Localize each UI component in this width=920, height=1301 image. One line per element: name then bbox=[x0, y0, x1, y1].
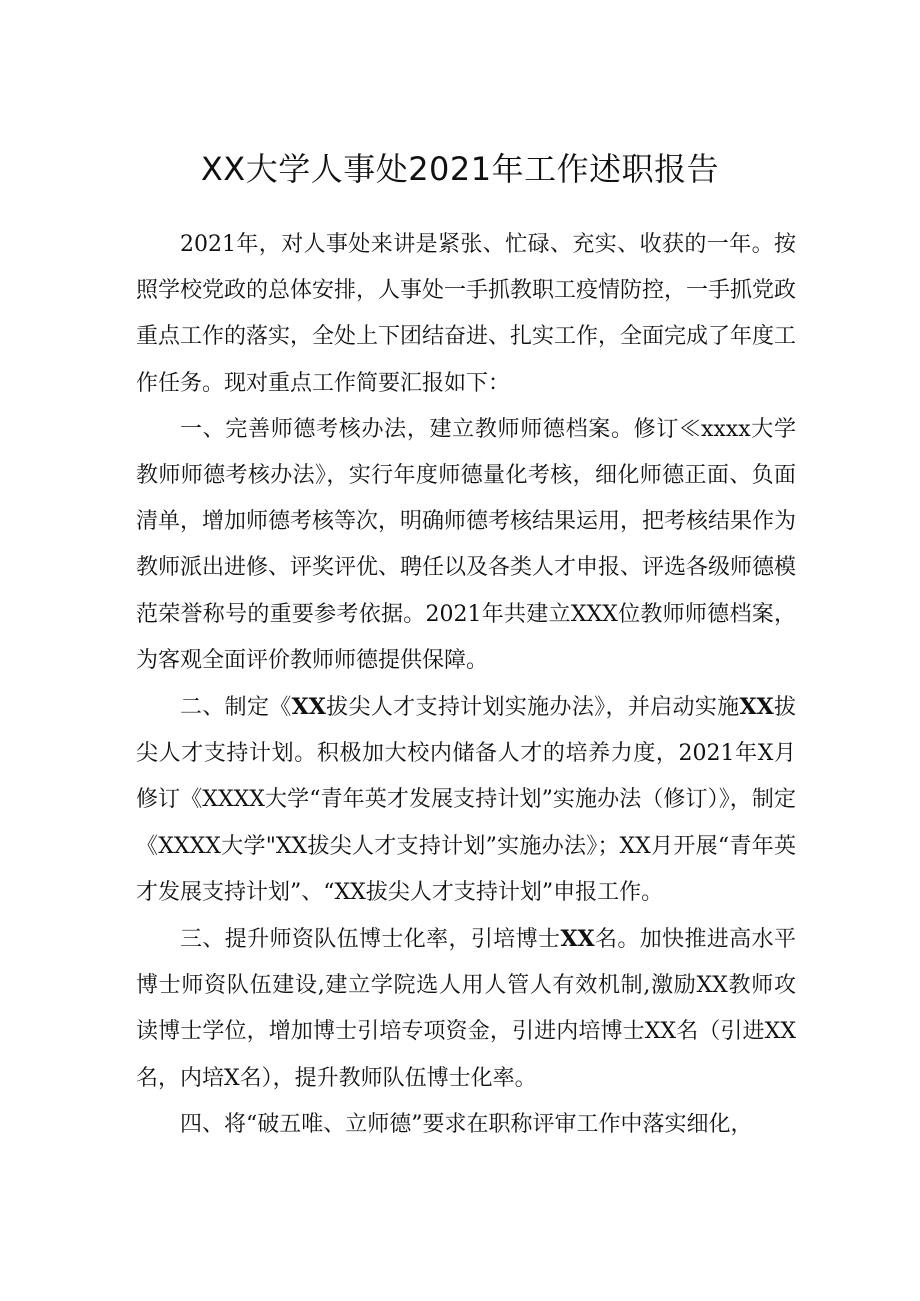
paragraph-section-4 bbox=[136, 1102, 796, 1148]
document-body bbox=[136, 222, 796, 1148]
paragraph-bold-text: XX bbox=[291, 694, 326, 721]
paragraph-section-1 bbox=[136, 407, 796, 684]
paragraph-text: 三、提升师资队伍博士化率，引培博士 bbox=[180, 927, 561, 953]
paragraph-text: 名。加快推进高水平博士师资队伍建设,建立学院选人用人管人有效机制,激励XX教师攻读博士学位，增加博士引培专项资金，引进内培博士XX名（引进XX名，内培X名），提升教师队伍博士化率。 bbox=[136, 927, 796, 1091]
paragraph-section-2 bbox=[136, 684, 796, 916]
paragraph-intro bbox=[136, 222, 796, 407]
paragraph-text: 一、完善师德考核办法，建立教师师德档案。修订≪xxxx大学教师师德考核办法》，实行年度师德量化考核，细化师德正面、负面清单，增加师德考核等次，明确师德考核结果运用，把考核结果作为教师派出进修、评奖评优、聘任以及各类人才申报、评选各级师德模范荣誉称号的重要参考依据。2021年共建立XXX位教师师德档案，为客观全面评价教师师德提供保障。 bbox=[136, 416, 797, 673]
paragraph-bold-text: XX bbox=[739, 694, 774, 721]
document-title: XX大学人事处2021年工作述职报告 bbox=[200, 150, 720, 188]
paragraph-text: 二、制定《 bbox=[180, 695, 292, 721]
paragraph-text: 2021年，对人事处来讲是紧张、忙碌、充实、收获的一年。按照学校党政的总体安排，人事处一手抓教职工疫情防控，一手抓党政重点工作的落实，全处上下团结奋进、扎实工作，全面完成了年度工作任务。现对重点工作简要汇报如下： bbox=[136, 232, 797, 396]
paragraph-section-3 bbox=[136, 916, 796, 1102]
paragraph-text: 拔尖人才支持计划实施办法》，并启动实施 bbox=[325, 695, 740, 721]
paragraph-text: 四、将“破五唯、立师德”要求在职称评审工作中落实细化， bbox=[180, 1111, 753, 1137]
paragraph-text: 拔尖人才支持计划。积极加大校内储备人才的培养力度，2021年X月修订《XXXX大学“青年英才发展支持计划”实施办法（修订）》，制定《XXXX大学"XX拔尖人才支持计划”实施办法》；XX月开展“青年英才发展支持计划”、“XX拔尖人才支持计划”申报工作。 bbox=[136, 695, 796, 905]
paragraph-bold-text: XX bbox=[560, 926, 595, 953]
